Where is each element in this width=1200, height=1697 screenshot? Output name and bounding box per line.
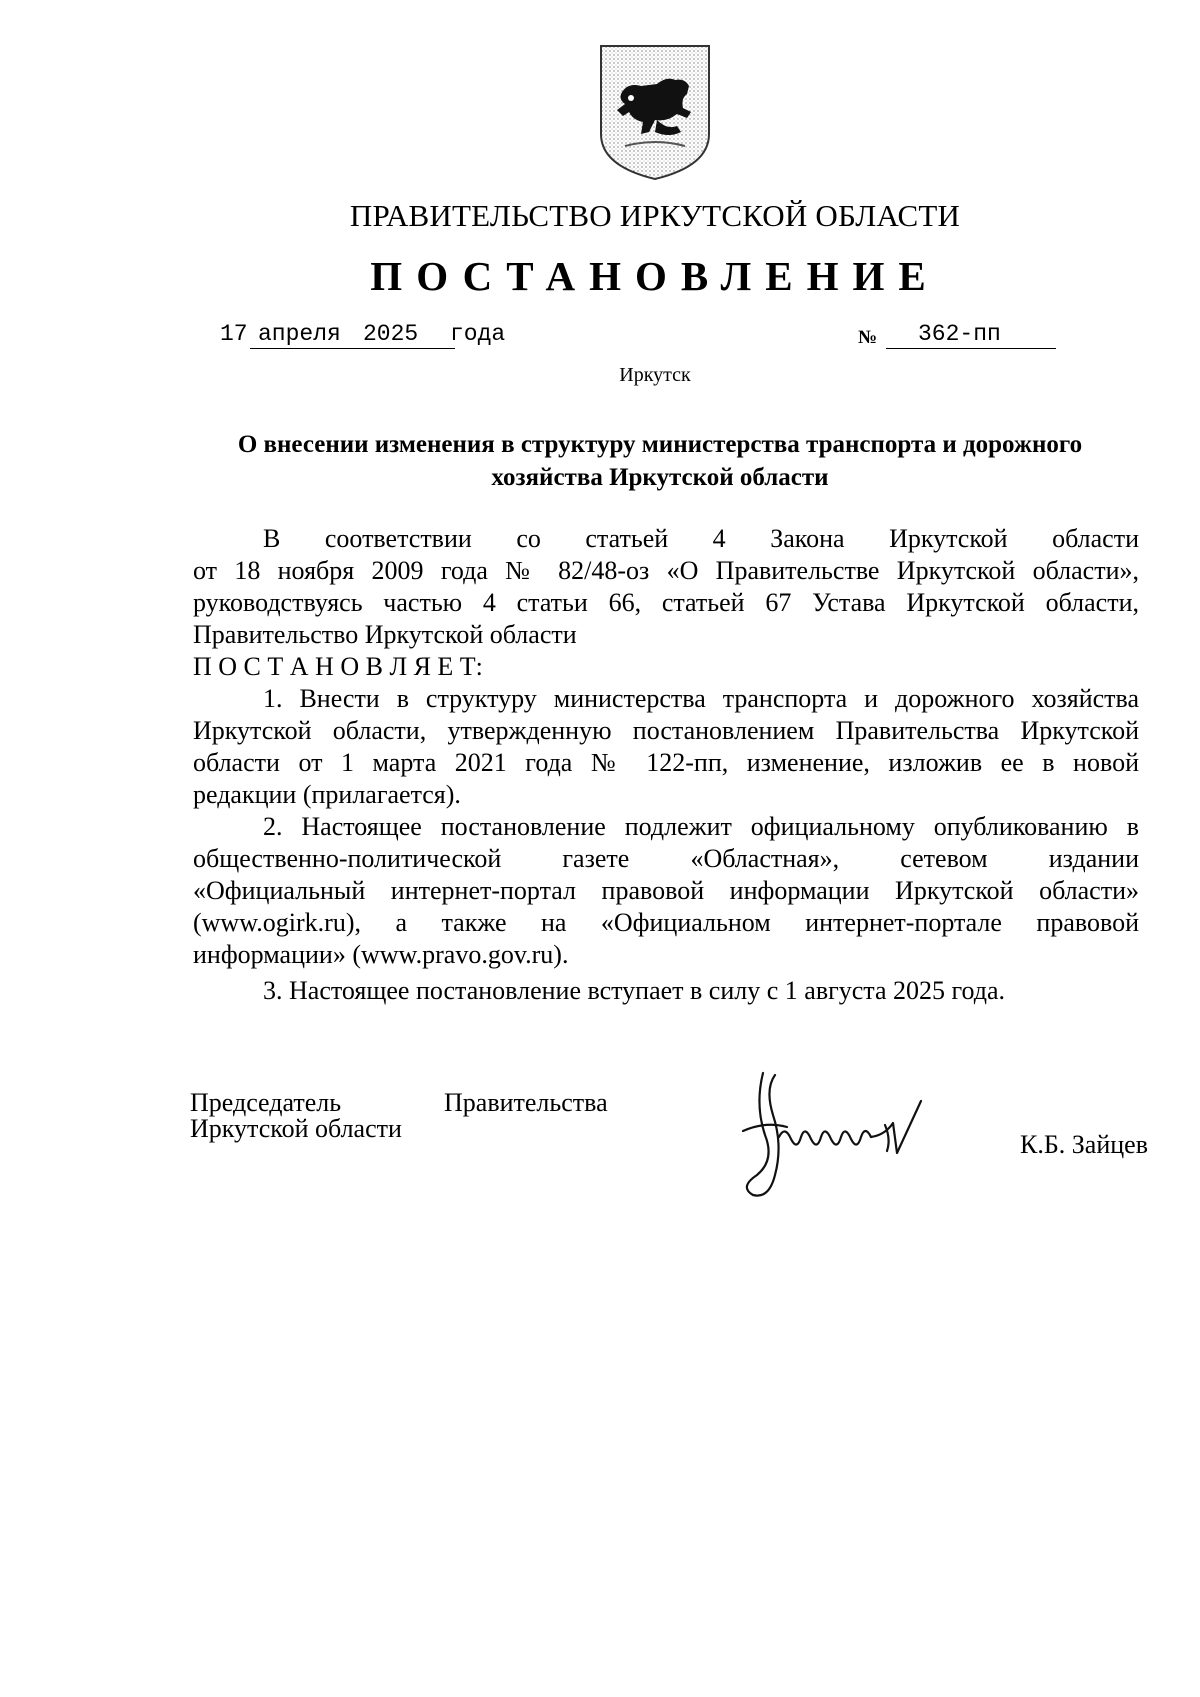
date-year: 2025 [363, 321, 419, 347]
body-line: 2. Настоящее постановление подлежит официальному опубликованию в [263, 812, 1139, 841]
date-suffix: года [450, 321, 506, 347]
document-number: 362-пп [918, 321, 1001, 347]
signatory-title: Правительства [444, 1088, 608, 1117]
body-line: информации» (www.pravo.gov.ru). [193, 940, 569, 969]
body-line: общественно-политической газете «Областная», сетевом издании [193, 844, 1139, 873]
document-title [180, 428, 1140, 494]
body-line: Иркутской области, утвержденную постановлением Правительства Иркутской [193, 716, 1139, 745]
body-line: Правительство Иркутской области [193, 620, 577, 649]
date-day: 17 [220, 321, 248, 347]
title-line: хозяйства Иркутской области [491, 464, 829, 491]
handwritten-signature-icon [735, 1065, 965, 1200]
signatory-title: Председатель [190, 1088, 342, 1117]
body-line: руководствуясь частью 4 статьи 66, статьей 67 Устава Иркутской области, [193, 588, 1139, 617]
coat-of-arms-icon [597, 42, 713, 182]
organization-name: ПРАВИТЕЛЬСТВО ИРКУТСКОЙ ОБЛАСТИ [349, 198, 961, 233]
body-line: от 18 ноября 2009 года № 82/48-оз «О Правительстве Иркутской области», [193, 556, 1139, 585]
body-line: (www.ogirk.ru), а также на «Официальном интернет-портале правовой [193, 908, 1139, 937]
body-line: В соответствии со статьей 4 Закона Иркутской области [263, 524, 1139, 553]
body-line: «Официальный интернет-портал правовой информации Иркутской области» [193, 876, 1139, 905]
date-underline [250, 348, 455, 349]
body-line: области от 1 марта 2021 года № 122-пп, изменение, изложив ее в новой [193, 748, 1139, 777]
document-type: ПОСТАНОВЛЕНИЕ [370, 253, 940, 299]
date-month: апреля [258, 321, 341, 347]
number-sign: № [858, 327, 878, 348]
title-line: О внесении изменения в структуру министерства транспорта и дорожного [237, 431, 1083, 458]
city: Иркутск [619, 364, 691, 386]
signatory-title: Иркутской области [190, 1114, 402, 1143]
body-line: 1. Внести в структуру министерства транспорта и дорожного хозяйства [263, 684, 1139, 713]
body-line: П О С Т А Н О В Л Я Е Т: [193, 652, 483, 681]
signatory-name: К.Б. Зайцев [1020, 1130, 1148, 1159]
number-underline [886, 348, 1056, 349]
body-line: редакции (прилагается). [193, 780, 461, 809]
body-line: 3. Настоящее постановление вступает в силу с 1 августа 2025 года. [263, 976, 1006, 1005]
